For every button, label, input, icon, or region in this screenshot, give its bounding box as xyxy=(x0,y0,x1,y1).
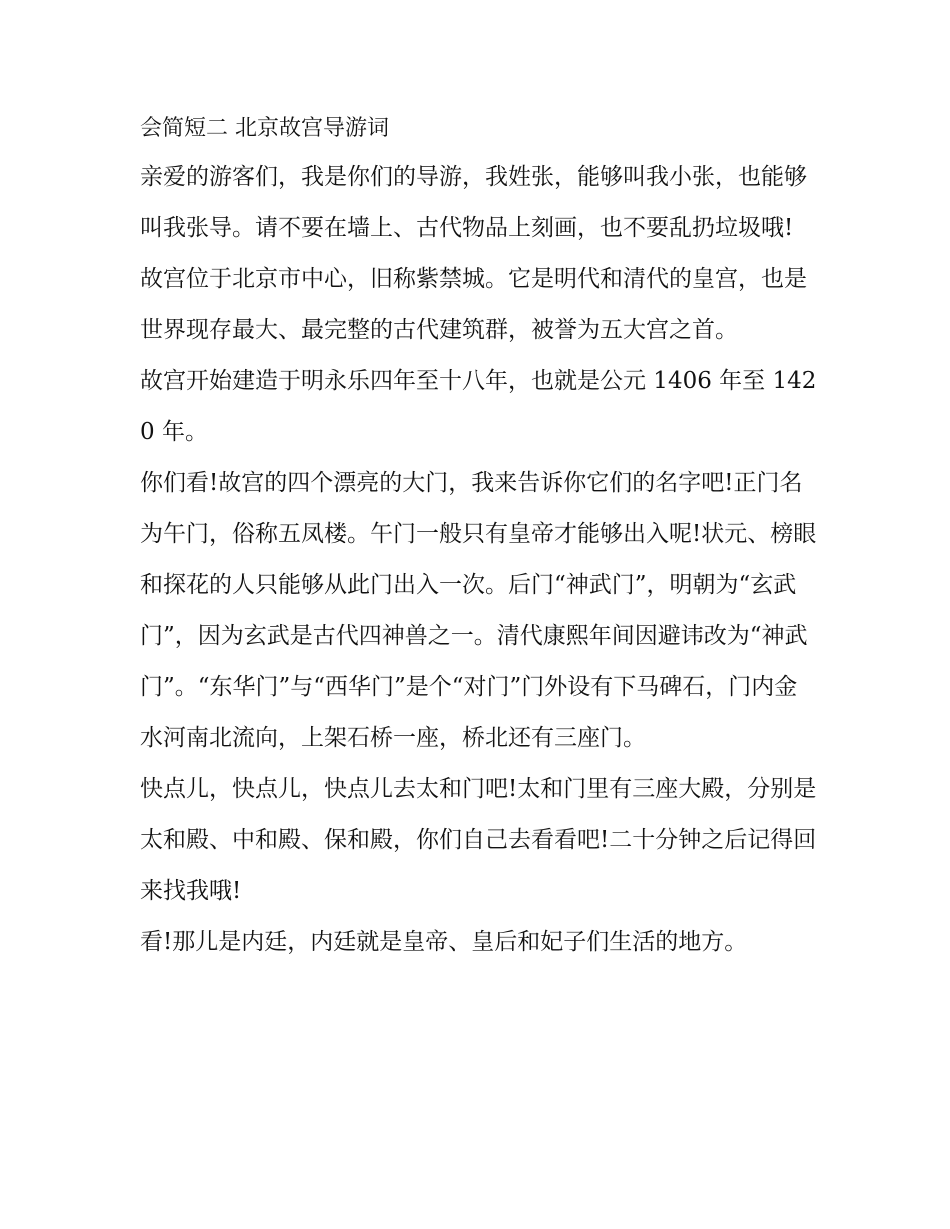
paragraph-location: 故宫位于北京市中心，旧称紫禁城。它是明代和清代的皇宫，也是世界现存最大、最完整的古代建筑群，被誉为五大宫之首。 xyxy=(140,266,807,343)
paragraph-construction: 故宫开始建造于明永乐四年至十八年，也就是公元 1406 年至 1420 年。 xyxy=(140,368,817,445)
document-title: 会简短二 北京故宫导游词 xyxy=(140,116,389,141)
paragraph-halls: 快点儿，快点儿，快点儿去太和门吧!太和门里有三座大殿，分别是太和殿、中和殿、保和殿，你们自己去看看吧!二十分钟之后记得回来找我哦! xyxy=(140,776,817,904)
paragraph-greeting: 亲爱的游客们，我是你们的导游，我姓张，能够叫我小张，也能够叫我张导。请不要在墙上、古代物品上刻画，也不要乱扔垃圾哦! xyxy=(140,164,807,241)
paragraph-gates: 你们看!故宫的四个漂亮的大门，我来告诉你它们的名字吧!正门名为午门，俗称五凤楼。午门一般只有皇帝才能够出入呢!状元、榜眼和探花的人只能够从此门出入一次。后门“神武门”，明朝为“玄武门”，因为玄武是古代四神兽之一。清代康熙年间因避讳改为“神武门”。“东华门”与“西华门”是个“对门”门外设有下马碑石，门内金水河南北流向，上架石桥一座，桥北还有三座门。 xyxy=(140,470,817,751)
document-body xyxy=(140,106,820,968)
paragraph-inner-court: 看!那儿是内廷，内廷就是皇帝、皇后和妃子们生活的地方。 xyxy=(140,929,748,955)
